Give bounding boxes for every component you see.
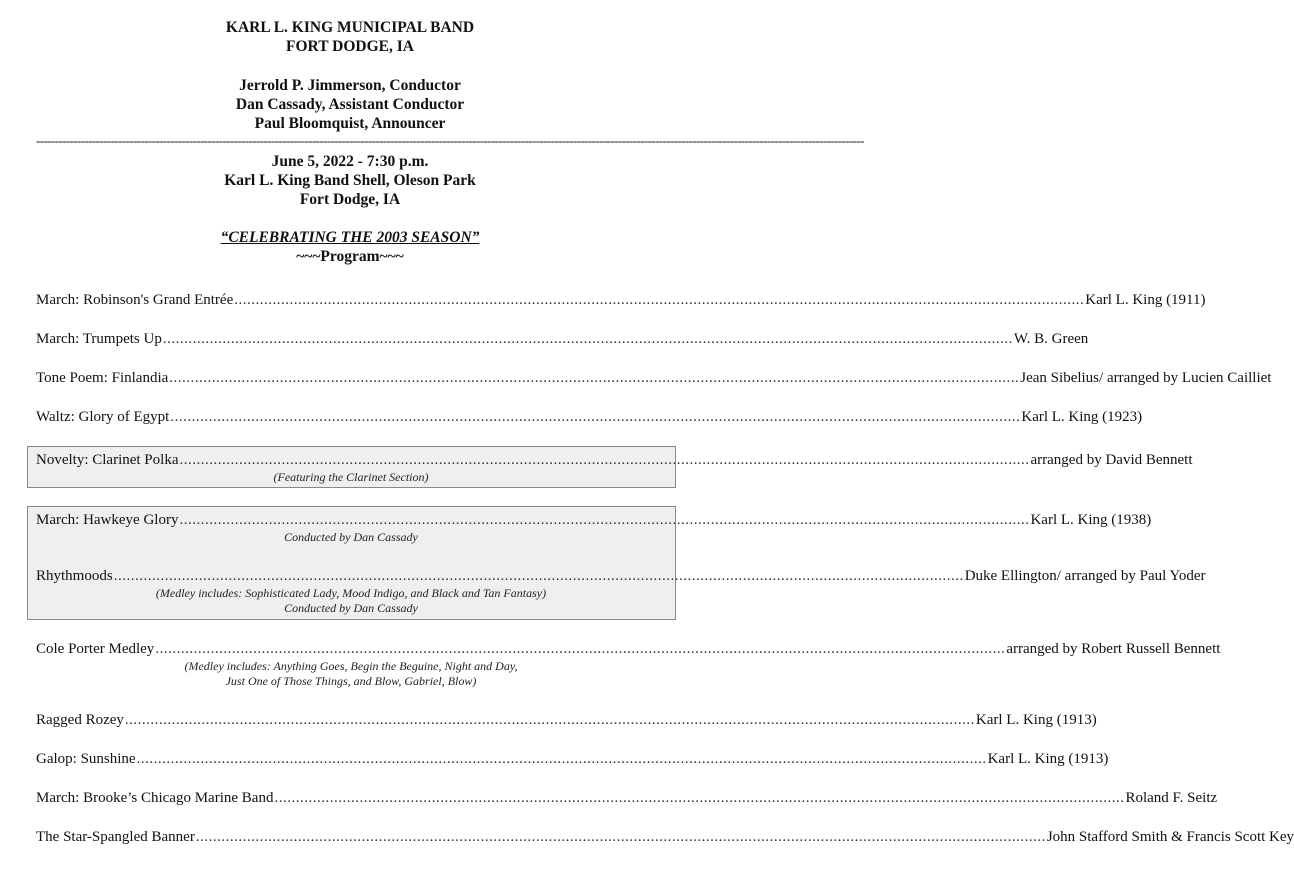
item-title: Tone Poem: Finlandia — [36, 370, 169, 386]
program-item — [36, 290, 1206, 310]
item-title: Cole Porter Medley — [36, 641, 155, 657]
band-name: KARL L. KING MUNICIPAL BAND — [225, 19, 475, 36]
item-credit: Karl L. King (1938) — [1030, 512, 1152, 528]
leader-dots: ........................................................................................................................................................................................................ — [234, 292, 1085, 308]
program-item — [36, 368, 1272, 388]
item-credit: arranged by David Bennett — [1030, 452, 1193, 468]
leader-dots: ........................................................................................................................................................................................................ — [179, 452, 1030, 468]
leader-dots: ........................................................................................................................................................................................................ — [155, 641, 1006, 657]
item-credit: Karl L. King (1913) — [987, 751, 1109, 767]
program-item — [36, 749, 1109, 769]
item-title: Novelty: Clarinet Polka — [36, 452, 179, 468]
program-item — [36, 827, 1294, 847]
item-title: March: Robinson's Grand Entrée — [36, 292, 234, 308]
staff-list — [0, 76, 700, 133]
event-city: Fort Dodge, IA — [299, 191, 401, 208]
item-credit: W. B. Green — [1013, 331, 1089, 347]
item-credit: John Stafford Smith & Francis Scott Key — [1046, 829, 1294, 845]
leader-dots: ........................................................................................................................................................................................................ — [169, 370, 1020, 386]
program-item — [36, 710, 1097, 730]
conductor: Jerrold P. Jimmerson, Conductor — [239, 77, 461, 94]
item-credit: arranged by Robert Russell Bennett — [1006, 641, 1221, 657]
item-title: March: Hawkeye Glory — [36, 512, 179, 528]
program-item — [36, 788, 1218, 808]
item-title: The Star-Spangled Banner — [36, 829, 195, 845]
item-credit: Roland F. Seitz — [1125, 790, 1218, 806]
program-item — [36, 510, 1152, 545]
item-title: March: Trumpets Up — [36, 331, 162, 347]
band-heading — [0, 18, 700, 56]
item-title: Ragged Rozey — [36, 712, 124, 728]
item-credit: Karl L. King (1913) — [975, 712, 1097, 728]
event-venue: Karl L. King Band Shell, Oleson Park — [224, 172, 476, 189]
item-note: Conducted by Dan Cassady — [284, 530, 418, 544]
item-credit: Karl L. King (1911) — [1085, 292, 1206, 308]
program-theme: “CELEBRATING THE 2003 SEASON” — [220, 229, 480, 246]
item-note: Just One of Those Things, and Blow, Gabriel, Blow) — [225, 674, 477, 688]
leader-dots: ........................................................................................................................................................................................................ — [170, 409, 1021, 425]
item-credit: Karl L. King (1923) — [1021, 409, 1143, 425]
item-title: Rhythmoods — [36, 568, 113, 584]
assistant-conductor: Dan Cassady, Assistant Conductor — [235, 96, 465, 113]
program-item — [36, 329, 1089, 349]
item-credit: Jean Sibelius/ arranged by Lucien Cailliet — [1020, 370, 1272, 386]
program-item — [36, 639, 1221, 689]
program-label: ~~~Program~~~ — [296, 248, 404, 265]
program-item — [36, 450, 1193, 485]
item-note: Conducted by Dan Cassady — [284, 601, 418, 615]
dashed-divider: ------------------------------------------------------------------------------------------------------------------------------------------------------------------------------------------------------------------------------ — [36, 133, 864, 148]
leader-dots: ........................................................................................................................................................................................................ — [162, 331, 1013, 347]
leader-dots: ........................................................................................................................................................................................................ — [113, 568, 964, 584]
item-title: Waltz: Glory of Egypt — [36, 409, 170, 425]
leader-dots: ........................................................................................................................................................................................................ — [195, 829, 1046, 845]
item-note: (Medley includes: Sophisticated Lady, Mood Indigo, and Black and Tan Fantasy) — [155, 586, 547, 600]
program-item — [36, 566, 1206, 616]
item-title: Galop: Sunshine — [36, 751, 136, 767]
leader-dots: ........................................................................................................................................................................................................ — [124, 712, 975, 728]
leader-dots: ........................................................................................................................................................................................................ — [274, 790, 1125, 806]
leader-dots: ........................................................................................................................................................................................................ — [179, 512, 1030, 528]
announcer: Paul Bloomquist, Announcer — [254, 115, 446, 132]
item-credit: Duke Ellington/ arranged by Paul Yoder — [964, 568, 1206, 584]
item-note: (Featuring the Clarinet Section) — [273, 470, 429, 484]
item-title: March: Brooke’s Chicago Marine Band — [36, 790, 274, 806]
item-note: (Medley includes: Anything Goes, Begin the Beguine, Night and Day, — [184, 659, 518, 673]
band-city: FORT DODGE, IA — [286, 38, 414, 55]
leader-dots: ........................................................................................................................................................................................................ — [136, 751, 987, 767]
event-date: June 5, 2022 - 7:30 p.m. — [271, 153, 429, 170]
event-info — [0, 152, 700, 209]
program-item — [36, 407, 1143, 427]
